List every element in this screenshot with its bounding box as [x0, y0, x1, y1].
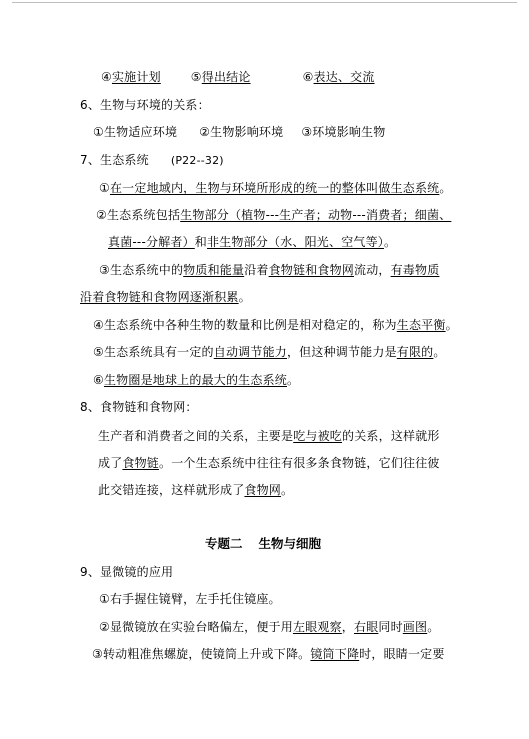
- marker: ④: [101, 70, 112, 84]
- list-item: [101, 69, 375, 85]
- list-item: [99, 180, 452, 196]
- punctuation: ，: [341, 620, 354, 634]
- underlined-term: 生态平衡: [396, 318, 446, 332]
- section-number: 专题二: [205, 536, 243, 551]
- list-text: ②生态系统包括: [96, 208, 181, 222]
- list-text: ③转动粗准焦螺旋，使镜筒上升或下降。: [92, 647, 311, 661]
- page-top-border: [12, 2, 517, 3]
- section-heading: 8、食物链和食物网：: [80, 400, 198, 414]
- underlined-term: 真菌---分解者）: [108, 235, 195, 249]
- underlined-term: 有限的: [396, 345, 434, 359]
- list-text: ③环境影响生物: [301, 125, 386, 139]
- page-reference: (P22--32): [170, 154, 224, 167]
- section-heading: 9、显微镜的应用: [80, 565, 174, 579]
- underlined-term: 在一定地域内，生物与环境所形成的统一的整体叫做生态系统: [109, 181, 440, 195]
- underlined-term: 吃与被吃: [293, 429, 343, 443]
- list-text: ②显微镜放在实验台略偏左，便于用: [99, 620, 293, 634]
- list-text: ⑤生态系统具有一定的: [93, 345, 214, 359]
- list-text: 沿着: [244, 263, 269, 277]
- paragraph-text: 成了: [98, 456, 123, 470]
- punctuation: 。: [238, 290, 251, 304]
- paragraph-line: [98, 428, 440, 444]
- list-text: 时，眼睛一定要: [359, 647, 445, 661]
- heading-text: 7、生态系统: [80, 153, 149, 167]
- list-item: [99, 619, 439, 635]
- underlined-term: 生物部分（植物---生产者；动物---消费者；细菌、: [180, 208, 452, 222]
- list-text: ③生态系统中的: [99, 263, 184, 277]
- paragraph-text: 生产者和消费者之间的关系，主要是: [98, 429, 294, 443]
- section-title: [205, 536, 321, 552]
- underlined-term: 食物链和食物网: [268, 263, 354, 277]
- marker: ⑤: [190, 70, 202, 84]
- punctuation: 。: [286, 373, 300, 387]
- punctuation: 。: [433, 345, 446, 359]
- list-item: [99, 262, 439, 278]
- punctuation: 。: [281, 483, 294, 497]
- list-text: 流动，: [354, 263, 391, 277]
- list-item: [92, 646, 445, 662]
- paragraph-line: [98, 455, 440, 471]
- paragraph-line: [98, 482, 293, 498]
- list-text: ④生态系统中各种生物的数量和比例是相对稳定的，称为: [93, 318, 397, 332]
- underlined-term: 食物网: [244, 483, 282, 497]
- punctuation: 。: [427, 620, 440, 634]
- paragraph-text: 此交错连接，这样就形成了: [98, 483, 245, 497]
- punctuation: 。: [439, 181, 452, 195]
- list-text: ②生物影响环境: [199, 125, 284, 139]
- underlined-term: 表达、交流: [313, 70, 375, 84]
- underlined-term: 得出结论: [201, 70, 251, 84]
- paragraph-text: 的关系，这样就形: [342, 429, 440, 443]
- list-item: [93, 344, 446, 360]
- underlined-term: 右眼: [353, 620, 379, 634]
- list-item-continuation: [80, 289, 251, 305]
- list-text: 同时: [378, 620, 403, 634]
- paragraph-text: 。一个生态系统中往往有很多条食物链，它们往往彼: [159, 456, 440, 470]
- punctuation: 。: [384, 235, 397, 249]
- underlined-term: 沿着食物链和食物网逐渐积累: [80, 290, 239, 304]
- underlined-term: 食物链: [122, 456, 160, 470]
- underlined-term: 物质和能量: [183, 263, 245, 277]
- underlined-term: 左眼观察: [292, 620, 342, 634]
- list-item: [96, 207, 451, 223]
- underlined-term: 生物圈是地球上的最大的生态系统: [103, 373, 287, 387]
- list-item: [93, 372, 299, 388]
- underlined-term: 有毒物质: [390, 263, 440, 277]
- list-text: ，但这种调节能力是: [286, 345, 397, 359]
- list-item: [93, 317, 458, 333]
- section-heading: [80, 152, 224, 169]
- list-item: [93, 124, 386, 140]
- underlined-term: 自动调节能力: [213, 345, 287, 359]
- section-heading: 6、生物与环境的关系：: [80, 98, 210, 112]
- section-name: 生物与细胞: [258, 536, 322, 551]
- punctuation: 。: [445, 318, 458, 332]
- underlined-term: 非生物部分（水、阳光、空气等）: [207, 235, 385, 249]
- list-item: ①右手握住镜臂，左手托住镜座。: [99, 592, 281, 606]
- list-text: 和: [194, 235, 207, 249]
- underlined-term: 画图: [402, 620, 428, 634]
- marker: ⑥: [302, 70, 314, 84]
- list-text: ①生物适应环境: [93, 125, 178, 139]
- underlined-term: 实施计划: [111, 70, 161, 84]
- underlined-term: 镜筒下降: [310, 647, 360, 661]
- list-item-continuation: [108, 234, 396, 250]
- marker: ⑥: [93, 373, 104, 387]
- marker: ①: [99, 181, 110, 195]
